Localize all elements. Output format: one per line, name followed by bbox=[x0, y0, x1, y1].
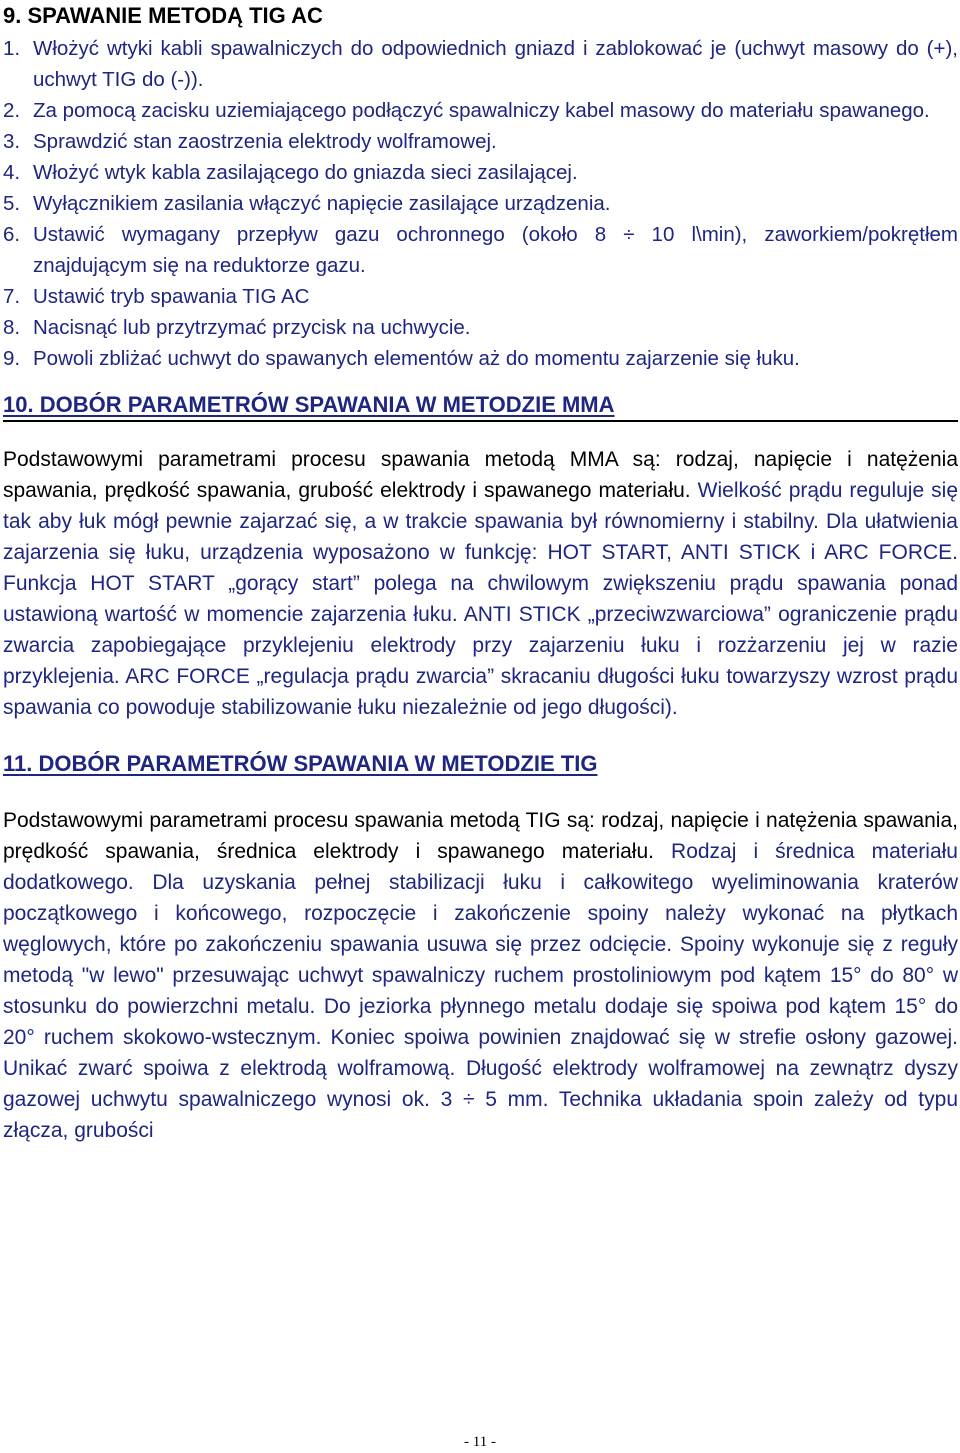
section-10-paragraph bbox=[3, 444, 958, 723]
section-9-steps bbox=[3, 33, 958, 374]
paragraph-sentence: Podstawowymi parametrami procesu spawania metodą TIG są: rodzaj, napięcie i natężenia spawania, prędkość spawania, średnica elektrody i spawanego materiału. bbox=[3, 809, 958, 863]
step-number: 5. bbox=[3, 192, 21, 215]
paragraph-sentence: ARC FORCE „regulacja prądu zwarcia” skracaniu długości łuku towarzyszy wzrost prądu spawania co powoduje stabilizowanie łuku niezależnie od jego długości). bbox=[3, 665, 958, 719]
list-item bbox=[3, 312, 958, 343]
step-number: 7. bbox=[3, 285, 21, 308]
step-number: 3. bbox=[3, 130, 21, 153]
paragraph-sentence: Spoiny wykonuje się z reguły metodą "w lewo" przesuwając uchwyt spawalniczy ruchem prostoliniowym pod kątem 15° do 80° w stosunku do powierzchni metalu. bbox=[3, 933, 958, 1018]
step-number: 9. bbox=[3, 347, 21, 370]
document-page bbox=[3, 0, 958, 1146]
paragraph-sentence: Dla ułatwienia zajarzenia się łuku, urządzenia wyposażono w funkcję: HOT START, ANTI STICK i ARC FORCE. bbox=[3, 510, 958, 564]
step-text: Włożyć wtyk kabla zasilającego do gniazda sieci zasilającej. bbox=[33, 161, 578, 184]
step-text: Włożyć wtyki kabli spawalniczych do odpowiednich gniazd i zablokować je (uchwyt masowy do (+), uchwyt TIG do (-)). bbox=[33, 37, 958, 91]
step-text: Sprawdzić stan zaostrzenia elektrody wolframowej. bbox=[33, 130, 497, 153]
step-number: 8. bbox=[3, 316, 21, 339]
list-item bbox=[3, 219, 958, 281]
section-11-title bbox=[3, 749, 958, 779]
step-number: 1. bbox=[3, 37, 21, 60]
list-item bbox=[3, 188, 958, 219]
paragraph-sentence: Podstawowymi parametrami procesu spawania metodą MMA są: rodzaj, napięcie i natężenia spawania, prędkość spawania, grubość elektrody i spawanego materiału. bbox=[3, 448, 958, 502]
paragraph-sentence: ANTI STICK „przeciwzwarciowa” ograniczenie prądu zwarcia zapobiegające przyklejeniu elektrody przy zajarzeniu łuku i rozżarzeniu jej w razie przyklejenia. bbox=[3, 603, 958, 688]
list-item bbox=[3, 343, 958, 374]
page-number: - 11 - bbox=[464, 1434, 496, 1450]
paragraph-sentence: Funkcja HOT START „gorący start” polega na chwilowym zwiększeniu prądu spawania ponad ustawioną wartość w momencie zajarzenia łuku. bbox=[3, 572, 958, 626]
section-11-title-text: 11. DOBÓR PARAMETRÓW SPAWANIA W METODZIE TIG bbox=[3, 751, 598, 776]
section-9-title: 9. SPAWANIE METODĄ TIG AC bbox=[3, 3, 323, 28]
spacer bbox=[3, 374, 958, 390]
paragraph-sentence: Koniec spoiwa powinien znajdować się w strefie osłony gazowej. bbox=[330, 1026, 958, 1049]
section-11-paragraph bbox=[3, 805, 958, 1146]
paragraph-sentence: Do jeziorka płynnego metalu dodaje się spoiwa pod kątem 15° do 20° ruchem skokowo-wstecznym. bbox=[3, 995, 959, 1049]
paragraph-sentence: Długość elektrody wolframowej na zewnątrz dyszy gazowej uchwytu spawalniczego wynosi ok. 3 ÷ 5 mm. bbox=[3, 1057, 958, 1111]
spacer bbox=[3, 779, 958, 805]
paragraph-sentence: Unikać zwarć spoiwa z elektrodą wolframową. bbox=[3, 1057, 466, 1080]
paragraph-sentence: Technika układania spoin zależy od typu złącza, grubości bbox=[3, 1088, 959, 1142]
step-text: Nacisnąć lub przytrzymać przycisk na uchwycie. bbox=[33, 316, 471, 339]
step-number: 2. bbox=[3, 99, 21, 122]
paragraph-sentence: Dla uzyskania pełnej stabilizacji łuku i całkowitego wyeliminowania kraterów początkowego i końcowego, rozpoczęcie i zakończenie spoiny należy wykonać na płytkach węglowych, które po zakończeniu spawania usuwa się przez odcięcie. bbox=[3, 871, 958, 956]
section-10-title-text: 10. DOBÓR PARAMETRÓW SPAWANIA W METODZIE MMA bbox=[3, 392, 615, 417]
section-10-title bbox=[3, 390, 958, 422]
list-item bbox=[3, 157, 958, 188]
list-item bbox=[3, 95, 958, 126]
step-text: Wyłącznikiem zasilania włączyć napięcie zasilające urządzenia. bbox=[33, 192, 611, 215]
paragraph-sentence: Rodzaj i średnica materiału dodatkowego. bbox=[3, 840, 958, 894]
spacer bbox=[3, 723, 958, 749]
step-text: Powoli zbliżać uchwyt do spawanych elementów aż do momentu zajarzenie się łuku. bbox=[33, 347, 800, 370]
step-number: 4. bbox=[3, 161, 21, 184]
paragraph-sentence: Wielkość prądu reguluje się tak aby łuk mógł pewnie zajarzać się, a w trakcie spawania był równomierny i stabilny. bbox=[3, 479, 959, 533]
spacer bbox=[3, 422, 958, 444]
step-text: Ustawić wymagany przepływ gazu ochronnego (około 8 ÷ 10 l\min), zaworkiem/pokrętłem znajdującym się na reduktorze gazu. bbox=[33, 223, 958, 277]
list-item bbox=[3, 126, 958, 157]
step-text: Za pomocą zacisku uziemiającego podłączyć spawalniczy kabel masowy do materiału spawanego. bbox=[33, 99, 930, 122]
list-item bbox=[3, 33, 958, 95]
list-item bbox=[3, 281, 958, 312]
step-number: 6. bbox=[3, 223, 21, 246]
step-text: Ustawić tryb spawania TIG AC bbox=[33, 285, 310, 308]
